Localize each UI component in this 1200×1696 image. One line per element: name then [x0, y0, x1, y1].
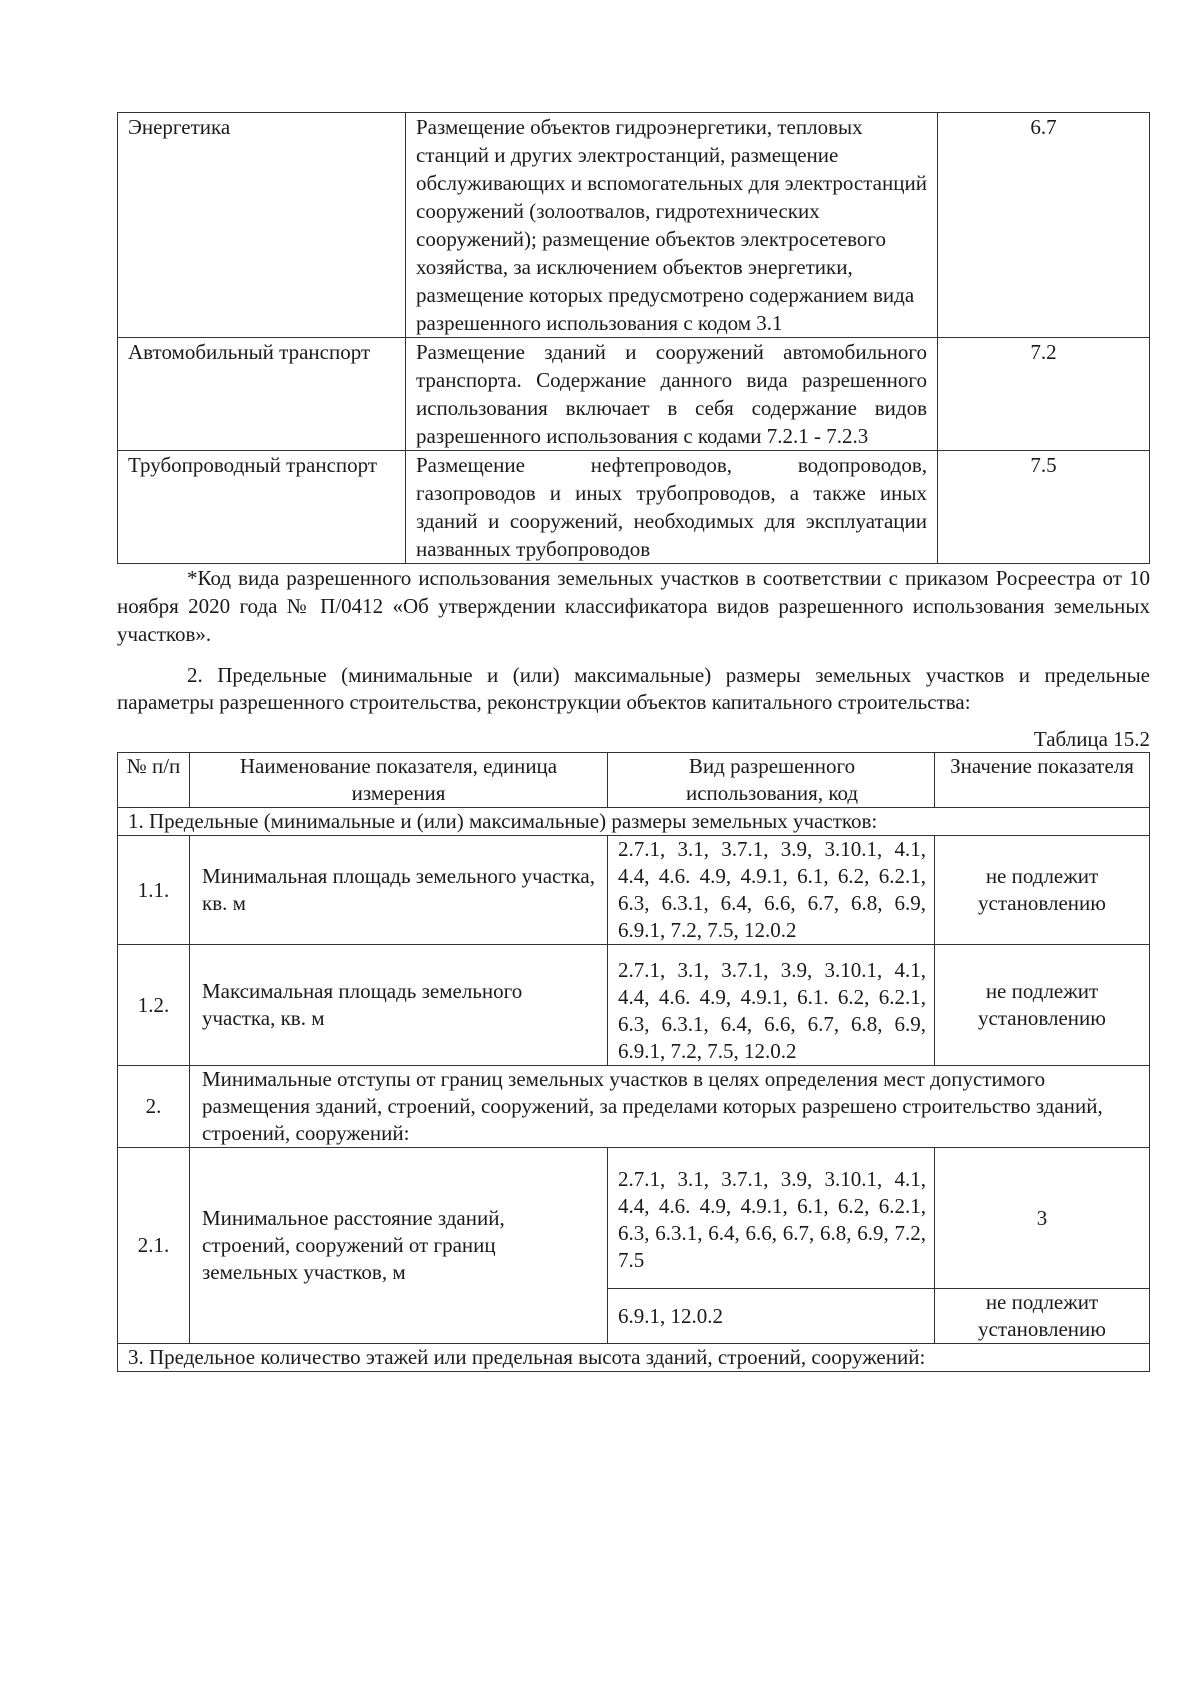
row-codes: 2.7.1, 3.1, 3.7.1, 3.9, 3.10.1, 4.1, 4.4, 4.6. 4.9, 4.9.1, 6.1. 6.2, 6.2.1, 6.3, 6.3.1, 6.4, 6.6, 6.7, 6.8, 6.9, 6.9.1, 7.2, 7.5, 12.0.2	[608, 945, 935, 1066]
use-name-cell: Автомобильный транспорт	[118, 338, 406, 451]
header-name: Наименование показателя, единица измерения	[190, 753, 608, 808]
header-num: № п/п	[118, 753, 190, 808]
document-page	[117, 112, 1150, 1372]
row-num: 2.	[118, 1066, 190, 1148]
row-value: 3	[935, 1148, 1150, 1289]
land-use-table	[117, 112, 1150, 564]
table-row	[118, 1066, 1150, 1148]
section-1-title: 1. Предельные (минимальные и (или) максимальные) размеры земельных участков:	[118, 808, 1150, 836]
row-value: не подлежит установлению	[935, 945, 1150, 1066]
use-code-cell: 6.7	[938, 113, 1150, 338]
row-codes: 2.7.1, 3.1, 3.7.1, 3.9, 3.10.1, 4.1, 4.4, 4.6. 4.9, 4.9.1, 6.1, 6.2, 6.2.1, 6.3, 6.3.1, 6.4, 6.6, 6.7, 6.8, 6.9, 6.9.1, 7.2, 7.5, 12.0.2	[608, 836, 935, 945]
table-row	[118, 1148, 1150, 1289]
row-text: Минимальные отступы от границ земельных участков в целях определения мест допустимого размещения зданий, строений, сооружений, за пределами которых разрешено строительство зданий, строений, сооружений:	[190, 1066, 1150, 1148]
section-row	[118, 808, 1150, 836]
row-num: 1.2.	[118, 945, 190, 1066]
table-row	[118, 451, 1150, 564]
table-header-row	[118, 753, 1150, 808]
header-use: Вид разрешенного использования, код	[608, 753, 935, 808]
header-value: Значение показателя	[935, 753, 1150, 808]
use-code-cell: 7.5	[938, 451, 1150, 564]
parameters-table	[117, 752, 1150, 1372]
row-num: 1.1.	[118, 836, 190, 945]
footnote: *Код вида разрешенного использования земельных участков в соответствии с приказом Росреестра от 10 ноября 2020 года № П/0412 «Об утверждении классификатора видов разрешенного использования земельных участков».	[117, 566, 1150, 646]
row-name: Минимальное расстояние зданий, строений, сооружений от границ земельных участков, м	[190, 1148, 608, 1344]
use-description-cell: Размещение объектов гидроэнергетики, тепловых станций и других электростанций, размещение обслуживающих и вспомогательных для электростанций сооружений (золоотвалов, гидротехнических сооружений); размещение объектов электросетевого хозяйства, за исключением объектов энергетики, размещение которых предусмотрено содержанием вида разрешенного использования с кодом 3.1	[406, 113, 938, 338]
row-codes: 2.7.1, 3.1, 3.7.1, 3.9, 3.10.1, 4.1, 4.4, 4.6. 4.9, 4.9.1, 6.1, 6.2, 6.2.1, 6.3, 6.3.1, 6.4, 6.6, 6.7, 6.8, 6.9, 7.2, 7.5	[608, 1148, 935, 1289]
table-row	[118, 945, 1150, 1066]
table-row	[118, 113, 1150, 338]
use-name-cell: Трубопроводный транспорт	[118, 451, 406, 564]
row-codes: 6.9.1, 12.0.2	[608, 1289, 935, 1344]
use-description-cell: Размещение нефтепроводов, водопроводов, газопроводов и иных трубопроводов, а также иных зданий и сооружений, необходимых для эксплуатации названных трубопроводов	[406, 451, 938, 564]
row-name: Максимальная площадь земельного участка, кв. м	[190, 945, 608, 1066]
paragraph: 2. Предельные (минимальные и (или) максимальные) размеры земельных участков и предельные параметры разрешенного строительства, реконструкции объектов капитального строительства:	[117, 663, 1150, 714]
section-3-title: 3. Предельное количество этажей или предельная высота зданий, строений, сооружений:	[118, 1344, 1150, 1372]
row-name: Минимальная площадь земельного участка, кв. м	[190, 836, 608, 945]
row-num: 2.1.	[118, 1148, 190, 1344]
table-caption: Таблица 15.2	[1033, 727, 1150, 751]
row-value: не подлежит установлению	[935, 1289, 1150, 1344]
use-name-cell: Энергетика	[118, 113, 406, 338]
row-value: не подлежит установлению	[935, 836, 1150, 945]
table-row	[118, 836, 1150, 945]
section-row	[118, 1344, 1150, 1372]
use-code-cell: 7.2	[938, 338, 1150, 451]
use-description-cell: Размещение зданий и сооружений автомобильного транспорта. Содержание данного вида разрешенного использования включает в себя содержание видов разрешенного использования с кодами 7.2.1 - 7.2.3	[406, 338, 938, 451]
table-row	[118, 338, 1150, 451]
